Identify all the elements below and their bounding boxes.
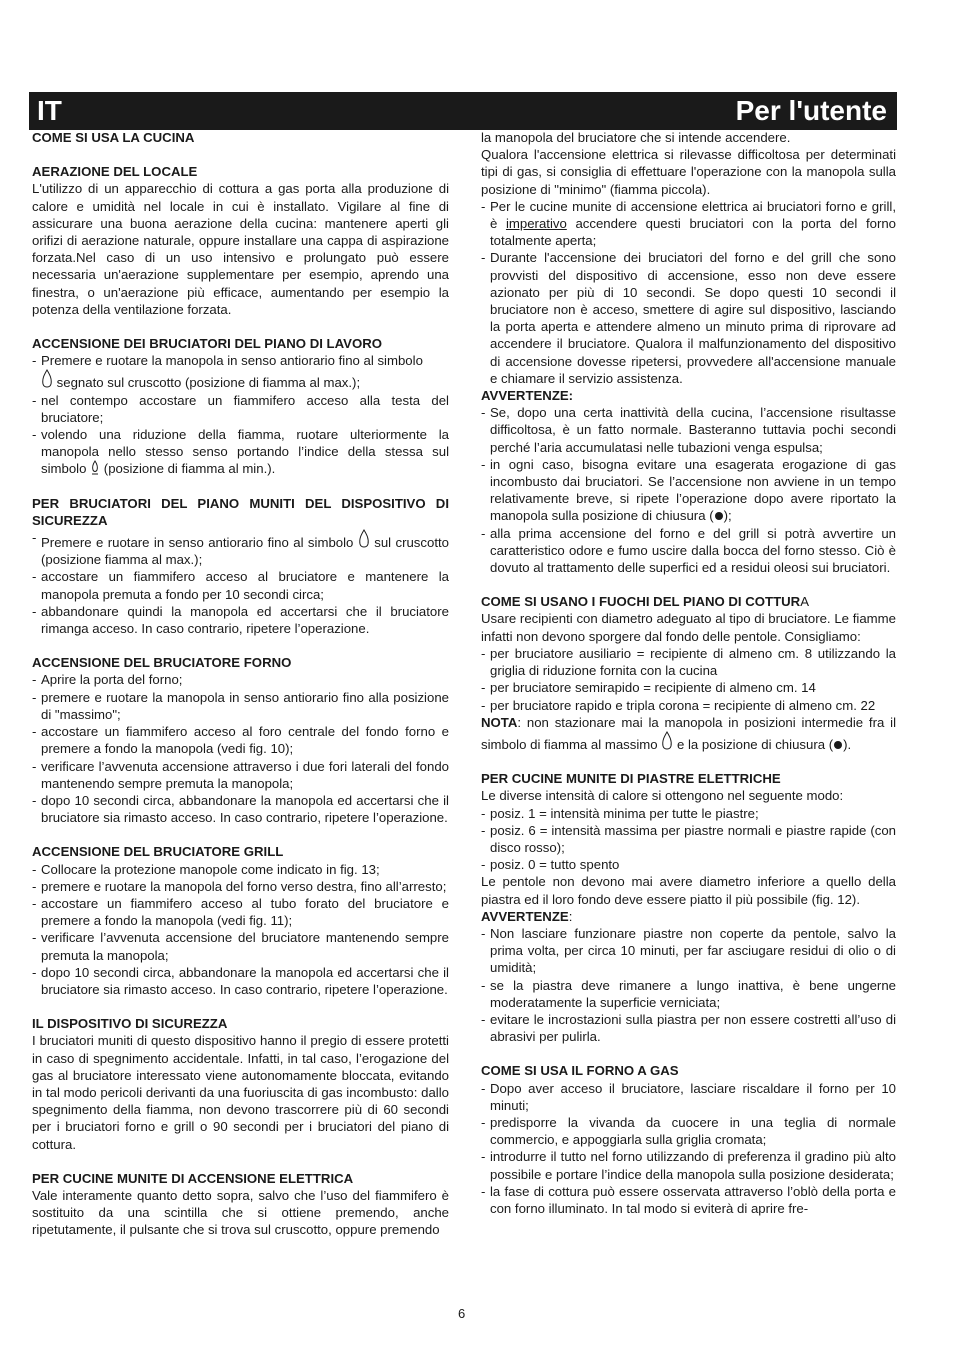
flame-max-icon bbox=[661, 731, 673, 753]
list-item: - dopo 10 secondi circa, abbandonare la manopola ed accertarsi che il bruciatore sia rimasto acceso. In caso contrario, ripetere l’operazione. bbox=[32, 964, 449, 997]
section-heading: AVVERTENZE: bbox=[481, 388, 574, 404]
section-heading: AERAZIONE DEL LOCALE bbox=[32, 164, 198, 180]
list-item: - Dopo aver acceso il bruciatore, lasciare riscaldare il forno per 10 minuti; bbox=[481, 1080, 896, 1113]
list-item: - abbandonare quindi la manopola ed accertarsi che il bruciatore rimanga acceso. In caso contrario, ripetere l’operazione. bbox=[32, 603, 449, 637]
list-item: - alla prima accensione del forno e del grill si potrà avvertire un caratteristico odore e fumo uscire dalla bocca del forno stesso. Ciò è dovuto al trattamento delle superfici ed a residui oleosi sui bruciatori. bbox=[481, 525, 896, 576]
section-heading: IL DISPOSITIVO DI SICUREZZA bbox=[32, 1016, 228, 1032]
page-title: Per l'utente bbox=[735, 95, 887, 126]
section-heading: COME SI USA LA CUCINA bbox=[32, 130, 195, 145]
list-item: - posiz. 1 = intensità minima per tutte le piastre; bbox=[481, 805, 759, 821]
section-heading: COME SI USA IL FORNO A GAS bbox=[481, 1063, 679, 1079]
list-item: - premere e ruotare la manopola in senso antiorario fino alla posizione di "massimo"; bbox=[32, 689, 449, 722]
section-heading: PER BRUCIATORI DEL PIANO MUNITI DEL DISPOSITIVO DI SICUREZZA bbox=[32, 495, 449, 528]
list-item: - se la piastra deve rimanere a lungo inattiva, è bene ungerne moderatamente la superficie verniciata; bbox=[481, 977, 896, 1010]
section-heading: COME SI USANO I FUOCHI DEL PIANO DI COTTURA bbox=[481, 594, 809, 610]
paragraph: Vale interamente quanto detto sopra, salvo che l’uso del fiammifero è sostituito da una scintilla che si ottiene premendo, anche ripetutamente, il pulsante che si trova sul cruscotto, oppure premendo bbox=[32, 1187, 449, 1238]
list-item: - per bruciatore ausiliario = recipiente di almeno cm. 8 utilizzando la griglia di riduzione fornita con la cucina bbox=[481, 645, 896, 679]
paragraph: L'utilizzo di un apparecchio di cottura a gas porta alla produzione di calore e umidità nel locale in cui è installato. Vigilare al fine di assicurare una buona aerazione della cucina: mantenere aperti gli orifizi di aerazione naturale, oppure installare una cappa di aspirazione forzata.Nel caso di un uso intensivo e prolungato può essere necessaria un'aerazione supplementare per esempio, aprendo una finestra, o un'aerazione più efficace, aumentando per esempio la potenza della ventilazione forzata. bbox=[32, 181, 449, 317]
list-item: - evitare le incrostazioni sulla piastra per non essere costretti all’uso di abrasivi per pulirla. bbox=[481, 1011, 896, 1045]
page-number: 6 bbox=[458, 1306, 466, 1321]
section-heading: ACCENSIONE DEL BRUCIATORE FORNO bbox=[32, 655, 292, 671]
list-item: - Se, dopo una certa inattività della cucina, l’accensione risultasse difficoltosa, è un fatto normale. Basteranno tuttavia pochi secondi perché l’aria accumulatasi nelle tubazioni venga espulsa; bbox=[481, 405, 896, 455]
list-item: - nel contempo accostare un fiammifero acceso alla testa del bruciatore; bbox=[32, 392, 449, 425]
list-item: - accostare un fiammifero acceso al foro centrale del fondo forno e premere a fondo la manopola (vedi fig. 10); bbox=[32, 724, 449, 757]
list-item: - premere e ruotare la manopola del forno verso destra, fino all’arresto; bbox=[32, 878, 447, 894]
closed-position-icon bbox=[715, 512, 723, 520]
list-item: - Durante l'accensione dei bruciatori del forno e del grill che sono provvisti del dispositivo di accensione, esso non deve essere azionato per più di 10 secondi. Se dopo questi 10 secondi il bruciatore non è acceso, smettere di agire sul dispositivo, lasciando la porta aperta e attendere almeno un minuto prima di riprovare ad accendere il bruciatore. Qualora il malfunzionamento del dispositivo di accensione dovesse ripetersi, provvedere all'accensione manuale e chiamare il servizio assistenza. bbox=[481, 250, 896, 386]
list-item: - per bruciatore semirapido = recipiente di almeno cm. 14 bbox=[481, 680, 816, 696]
list-item: - verificare l’avvenuta accensione attraverso i due fori laterali del fondo mantenendo sempre premuta la manopola; bbox=[32, 758, 449, 791]
list-item: - Non lasciare funzionare piastre non coperte da pentole, salvo la prima volta, per circa 10 minuti, per far asciugare residui di olio o di umidità; bbox=[481, 925, 896, 976]
list-item: - volendo una riduzione della fiamma, ruotare ulteriormente la manopola nello stesso senso portando l’indice della stessa sul simbolo (posizione di fiamma al min.). bbox=[32, 427, 449, 477]
section-heading: ACCENSIONE DEI BRUCIATORI DEL PIANO DI LAVORO bbox=[32, 336, 382, 352]
list-item: - Premere e ruotare la manopola in senso antiorario fino al simbolo segnato sul cruscotto (posizione di fiamma al max.); bbox=[32, 353, 423, 391]
list-item: - Per le cucine munite di accensione elettrica ai bruciatori forno e grill, è imperativo accendere questi bruciatori con la porta del forno totalmente aperta; bbox=[481, 198, 896, 249]
section-heading: ACCENSIONE DEL BRUCIATORE GRILL bbox=[32, 844, 284, 860]
paragraph: la manopola del bruciatore che si intende accendere. bbox=[481, 130, 791, 145]
header-bar bbox=[29, 92, 897, 130]
language-code: IT bbox=[37, 95, 62, 126]
closed-position-icon bbox=[834, 741, 842, 749]
list-item: - dopo 10 secondi circa, abbandonare la manopola ed accertarsi che il bruciatore sia rimasto acceso. In caso contrario, ripetere l’operazione. bbox=[32, 792, 449, 826]
list-item: - Collocare la protezione manopole come indicato in fig. 13; bbox=[32, 861, 380, 877]
paragraph: Qualora l'accensione elettrica si rilevasse difficoltosa per determinati tipi di gas, si consiglia di effettuare l'operazione con la manopola sulla posizione di "minimo" (fiamma piccola). bbox=[481, 147, 896, 197]
list-item: - introdurre il tutto nel forno utilizzando di preferenza il gradino più alto possibile e portare l’indice della manopola sulla posizione desiderata; bbox=[481, 1149, 896, 1182]
paragraph: Le pentole non devono mai avere diametro inferiore a quello della piastra ed il loro fondo deve essere piatto il più possibile (fig. 12). bbox=[481, 874, 896, 907]
right-column bbox=[481, 129, 896, 1217]
list-item: - posiz. 6 = intensità massima per piastre normali e piastre rapide (con disco rosso); bbox=[481, 822, 896, 855]
list-item: - Premere e ruotare in senso antiorario fino al simbolo sul cruscotto (posizione fiamma al max.); bbox=[32, 530, 449, 568]
list-item: - accostare un fiammifero acceso al bruciatore e mantenere la manopola premuta a fondo per 10 secondi circa; bbox=[32, 569, 449, 602]
flame-min-icon bbox=[90, 460, 100, 476]
section-heading: PER CUCINE MUNITE DI PIASTRE ELETTRICHE bbox=[481, 771, 781, 787]
section-heading: AVVERTENZE: bbox=[481, 908, 573, 924]
list-item: - in ogni caso, bisogna evitare una esagerata erogazione di gas incombusto dai bruciatori. Se l’accensione non avviene in un tempo relativamente breve, si ripete l’operazione dopo avere riportato la manopola sulla posizione di chiusura ( ); bbox=[481, 456, 896, 524]
paragraph: I bruciatori muniti di questo dispositivo hanno il pregio di essere protetti in caso di spegnimento accidentale. Infatti, in tal caso, l’erogazione del gas al bruciatore interessato viene autonomamente bloccata, evitando in tal modo pericoli derivanti da una fuoriuscita di gas incombusto: dallo spegnimento della fiamma, non devono trascorrere più di 60 secondi per i bruciatori forno e grill o 90 secondi per i bruciatori del piano di cottura. bbox=[32, 1033, 449, 1152]
section-heading: PER CUCINE MUNITE DI ACCENSIONE ELETTRICA bbox=[32, 1170, 354, 1186]
paragraph: Le diverse intensità di calore si ottengono nel seguente modo: bbox=[481, 788, 844, 804]
paragraph: Usare recipienti con diametro adeguato al tipo di bruciatore. Le fiamme infatti non devono sporgere dal fondo delle pentole. Consigliamo: bbox=[481, 611, 896, 644]
list-item: - predisporre la vivanda da cuocere in una teglia di normale commercio, e appoggiarla sulla griglia cromata; bbox=[481, 1114, 896, 1148]
list-item: - posiz. 0 = tutto spento bbox=[481, 857, 620, 873]
list-item: - la fase di cottura può essere osservata attraverso l’oblò della porta e con forno illuminato. In tal modo si eviterà di aprire fre- bbox=[481, 1183, 896, 1216]
flame-max-icon bbox=[41, 369, 53, 391]
left-column bbox=[32, 129, 449, 1239]
note-paragraph: NOTA: non stazionare mai la manopola in posizioni intermedie fra il simbolo di fiamma al massimo e la posizione di chiusura ( ). bbox=[481, 714, 896, 752]
list-item: - accostare un fiammifero acceso al tubo forato del bruciatore e premere a fondo la manopola (vedi fig. 11); bbox=[32, 895, 449, 929]
list-item: - verificare l’avvenuta accensione del bruciatore mantenendo sempre premuta la manopola; bbox=[32, 930, 449, 963]
flame-max-icon bbox=[358, 529, 370, 551]
list-item: - per bruciatore rapido e tripla corona = recipiente di almeno cm. 22 bbox=[481, 697, 876, 713]
list-item: - Aprire la porta del forno; bbox=[32, 672, 183, 688]
